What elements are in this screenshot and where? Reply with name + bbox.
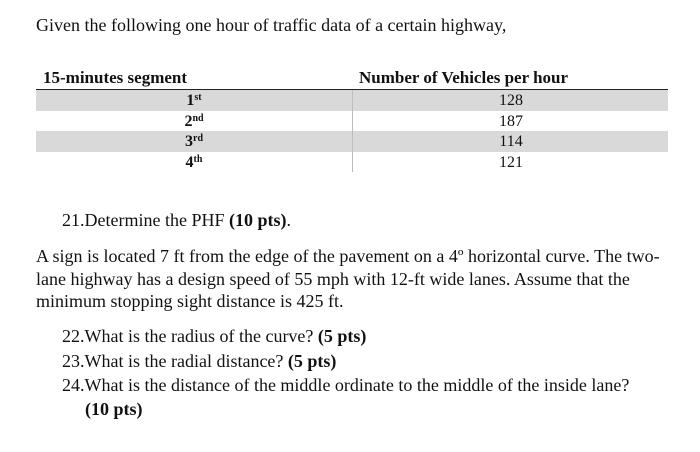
- question-21-period: .: [286, 210, 291, 230]
- vehicles-cell: 114: [352, 131, 669, 152]
- table-header: [36, 68, 668, 90]
- intro-text: Given the following one hour of traffic data of a certain highway,: [36, 15, 507, 35]
- question-22-points: (5 pts): [317, 326, 367, 346]
- table-row: [36, 111, 668, 132]
- segment-cell: [36, 90, 352, 111]
- segment-number: 4: [185, 153, 194, 171]
- question-22-text: 22.What is the radius of the curve?: [62, 326, 318, 346]
- vehicles-cell: 121: [352, 152, 669, 173]
- segment-suffix: st: [194, 92, 202, 103]
- question-21-text: 21.Determine the PHF: [62, 210, 229, 230]
- question-24: 24.What is the distance of the middle ordinate to the middle of the inside lane?: [62, 375, 630, 395]
- problem-paragraph: A sign is located 7 ft from the edge of the pavement on a 4º horizontal curve. The two-lane highway has a design speed of 55 mph with 12-ft wide lanes. Assume that the minimum stopping sight distance is 425 ft.: [36, 246, 660, 311]
- traffic-table: [36, 68, 668, 172]
- segment-suffix: nd: [192, 112, 204, 124]
- segment-suffix: th: [193, 153, 203, 165]
- vehicles-cell: 128: [352, 90, 669, 111]
- question-22: [62, 326, 366, 347]
- question-21-points: (10 pts): [228, 210, 287, 230]
- table-row: [36, 152, 668, 173]
- segment-number: 2: [184, 112, 193, 130]
- question-23-text: 23.What is the radial distance?: [62, 351, 288, 371]
- segment-suffix: rd: [193, 133, 203, 144]
- question-23-points: (5 pts): [287, 351, 337, 371]
- question-21: [62, 210, 291, 231]
- segment-number: 1: [186, 92, 195, 109]
- vehicles-cell: 187: [352, 111, 669, 132]
- segment-cell: [36, 111, 352, 132]
- question-24-points: (10 pts): [85, 399, 143, 419]
- segment-number: 3: [185, 133, 193, 150]
- question-23: [62, 351, 336, 372]
- segment-cell: [36, 152, 352, 173]
- segment-cell: [36, 131, 352, 152]
- header-vehicles: Number of Vehicles per hour: [359, 68, 569, 87]
- header-segment: 15-minutes segment: [43, 68, 188, 87]
- table-row: [36, 131, 668, 152]
- table-row: [36, 90, 668, 111]
